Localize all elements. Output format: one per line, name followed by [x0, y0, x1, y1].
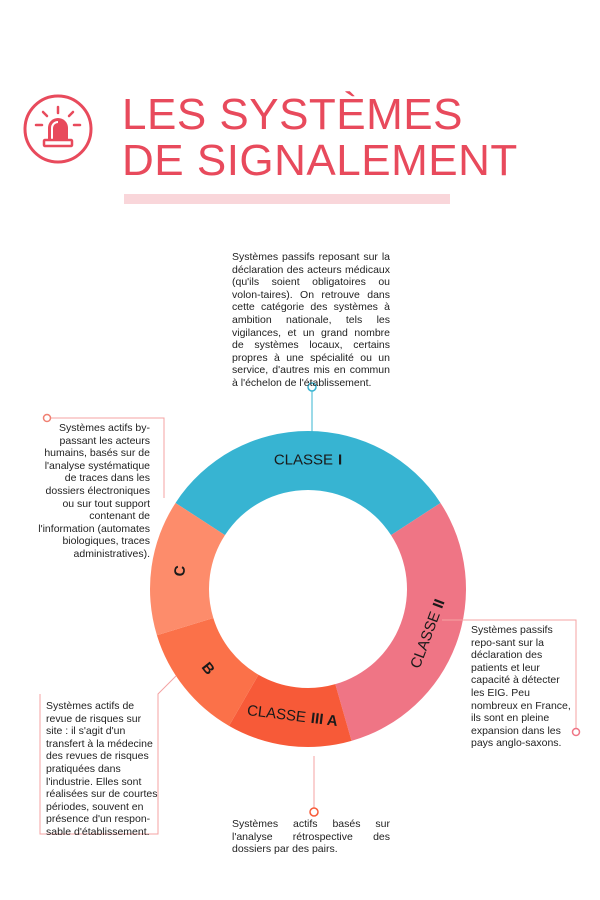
marker-class-c — [44, 415, 51, 422]
label-class-c: C — [171, 564, 190, 578]
marker-class-iii-a — [310, 808, 318, 816]
description-class-iii-a: Systèmes actifs basés sur l'analyse rétrospective des dossiers par des pairs. — [232, 818, 390, 856]
segment-class-ii — [335, 503, 466, 741]
label-class-iii-a: CLASSE III A — [246, 702, 339, 731]
description-class-b: Systèmes actifs de revue de risques sur site : il s'agit d'un transfert à la médecine des revues de risques pratiquées dans l'industrie. Elles sont réalisées sur de courtes périodes, souvent en présence d'un respon-sable d'établissement. — [46, 700, 158, 838]
description-class-ii: Systèmes passifs repo-sant sur la déclaration des patients et leur capacité à détecter les EIG. Peu nombreux en France, ils sont en pleine expansion dans les pays anglo-saxons. — [471, 624, 571, 750]
title-line-1: LES SYSTÈMES — [122, 90, 464, 139]
description-class-c: Systèmes actifs by-passant les acteurs humains, basés sur de l'analyse systématique de traces dans les dossiers électroniques ou sur tout support contenant de l'information (automates biologiques, traces administratives). — [38, 422, 150, 560]
description-class-i: Systèmes passifs reposant sur la déclaration des acteurs médicaux (qu'ils soient obligatoires ou volon-taires). On retrouve dans cette catégorie des systèmes à ambition nationale, tels les vigilances, et un grand nombre de systèmes locaux, certains propres à une spécialité ou un service, d'autres mis en commun à l'échelon de l'établissement. — [232, 251, 390, 389]
label-class-b: B — [197, 659, 218, 679]
label-class-ii: CLASSEII — [407, 596, 449, 671]
segment-class-i — [175, 431, 440, 535]
label-class-i: CLASSE I — [273, 451, 343, 469]
title-line-2: DE SIGNALEMENT — [122, 136, 518, 185]
